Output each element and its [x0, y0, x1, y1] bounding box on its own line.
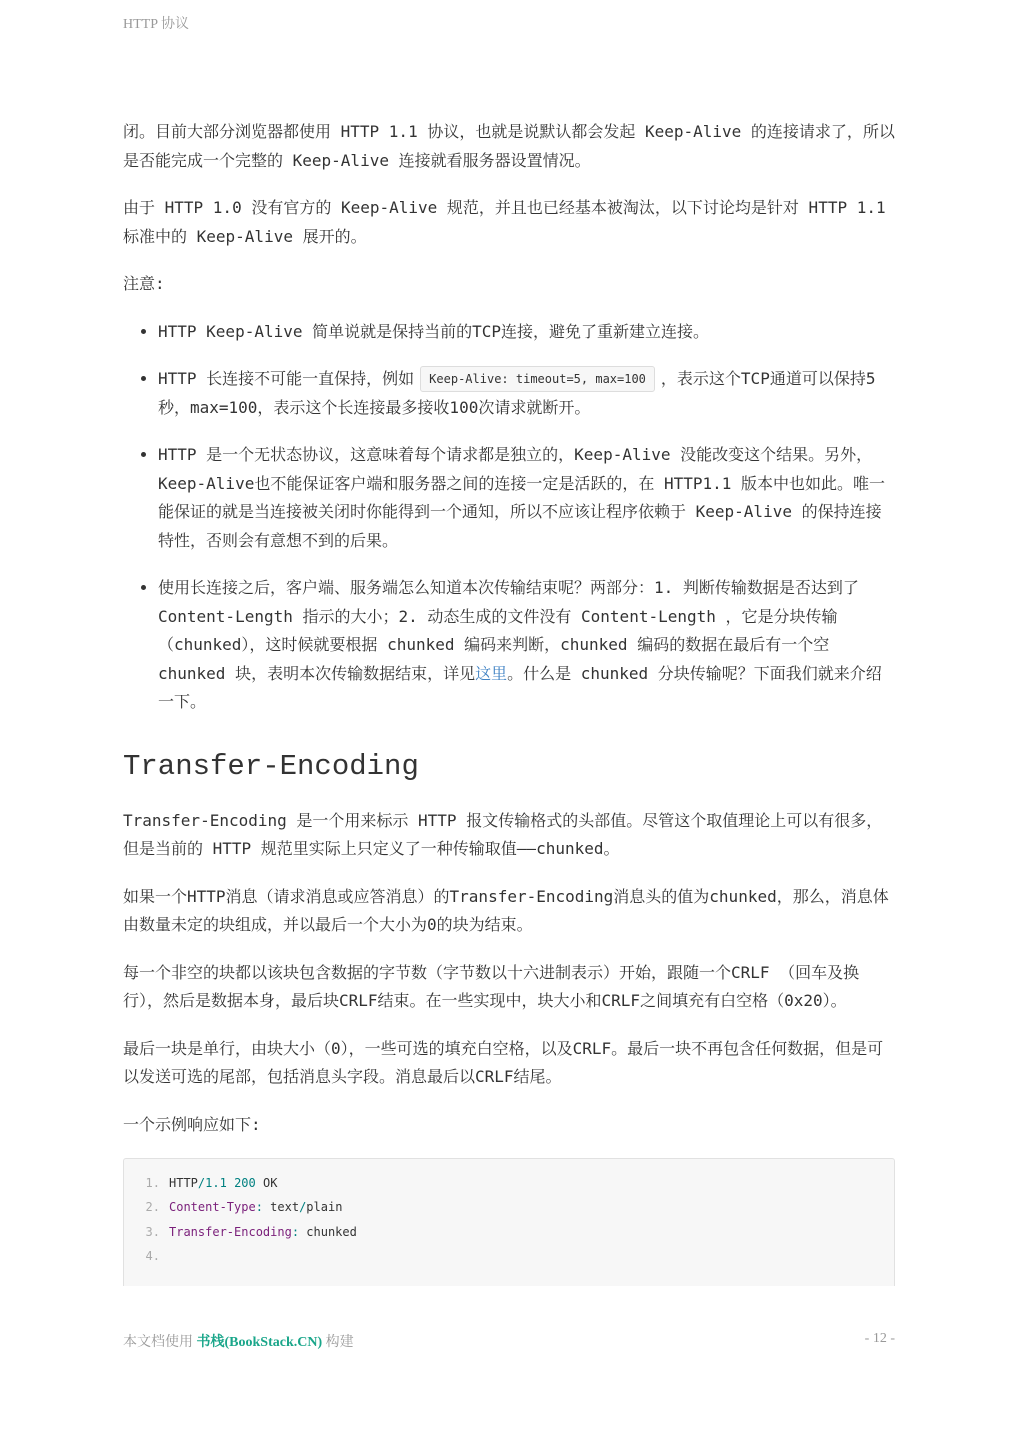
code-token: 1.1: [205, 1176, 227, 1190]
list-item-text: ，表示这个TCP通道可以保持5秒，max=100，表示这个长连接最多接收100次请求就断开。: [158, 369, 876, 417]
line-number: 2.: [145, 1200, 160, 1215]
paragraph-keepalive-intro: 闭。目前大部分浏览器都使用 HTTP 1.1 协议，也就是说默认都会发起 Keep-Alive 的连接请求了，所以是否能完成一个完整的 Keep-Alive 连接就看服务器设置情况。: [123, 122, 895, 170]
code-line: [124, 1244, 894, 1268]
document-body: [123, 118, 895, 1286]
note-list: [123, 318, 895, 717]
here-link[interactable]: 这里: [475, 663, 508, 683]
footer-suffix: 构建: [322, 1335, 354, 1350]
code-token: /: [299, 1200, 307, 1215]
list-item: [158, 365, 895, 422]
list-item: • HTTP Keep-Alive 简单说就是保持当前的TCP连接，避免了重新建立连接。: [158, 318, 895, 347]
paragraph-last-chunk: 最后一块是单行，由块大小（0），一些可选的填充白空格，以及CRLF。最后一块不再包含任何数据，但是可以发送可选的尾部，包括消息头字段。消息最后以CRLF结尾。: [123, 1038, 884, 1086]
list-item-text: HTTP 长连接不可能一直保持，例如: [158, 369, 415, 388]
list-item: • HTTP 是一个无状态协议，这意味着每个请求都是独立的，Keep-Alive 没能改变这个结果。另外，Keep-Alive也不能保证客户端和服务器之间的连接一定是活跃的，在 HTTP1.1 版本中也如此。唯一能保证的就是当连接被关闭时你能得到一个通知，所以不应该让程序依赖于 Keep-Alive 的保持连接特性，否则会有意想不到的后果。: [158, 441, 895, 555]
paragraph-http10-note: 由于 HTTP 1.0 没有官方的 Keep-Alive 规范，并且也已经基本被淘汰，以下讨论均是针对 HTTP 1.1 标准中的 Keep-Alive 展开的。: [123, 198, 886, 246]
code-token: OK: [255, 1176, 278, 1190]
list-item-text: 使用长连接之后，客户端、服务端怎么知道本次传输结束呢？两部分：1. 判断传输数据是否达到了Content-Length 指示的大小；2. 动态生成的文件没有 Content-Length ，它是分块传输（chunked），这时候就要根据 chunked 编码来判断，chunked 编码的数据在最后有一个空 chunked 块，表明本次传输数据结束，详见: [158, 578, 859, 683]
code-block: [123, 1158, 895, 1286]
code-token: Content-Type: [169, 1200, 256, 1215]
page-footer: [123, 1331, 895, 1351]
code-token: /: [197, 1176, 206, 1190]
code-token: :: [291, 1224, 300, 1239]
line-number: 3.: [145, 1224, 160, 1239]
section-heading: Transfer-Encoding: [123, 749, 419, 783]
page-number: - 12 -: [864, 1331, 895, 1346]
note-label: 注意:: [123, 274, 165, 293]
code-token: text: [262, 1200, 300, 1215]
footer-prefix: 本文档使用: [123, 1335, 197, 1350]
paragraph-te-definition: Transfer-Encoding 是一个用来标示 HTTP 报文传输格式的头部值。尽管这个取值理论上可以有很多，但是当前的 HTTP 规范里实际上只定义了一种传输取值——chunked。: [123, 810, 883, 858]
paragraph-chunked-body: 如果一个HTTP消息（请求消息或应答消息）的Transfer-Encoding消息头的值为chunked，那么，消息体由数量未定的块组成，并以最后一个大小为0的块为结束。: [123, 886, 889, 934]
paragraph-chunk-format: 每一个非空的块都以该块包含数据的字节数（字节数以十六进制表示）开始，跟随一个CRLF （回车及换行），然后是数据本身，最后块CRLF结束。在一些实现中，块大小和CRLF之间填充有白空格（0x20）。: [123, 962, 860, 1010]
inline-code: Keep-Alive: timeout=5, max=100: [420, 366, 655, 392]
footer-credit: [123, 1331, 354, 1351]
code-token: [227, 1176, 234, 1190]
code-token: 200: [234, 1176, 256, 1190]
code-token: chunked: [299, 1224, 357, 1239]
code-line: [124, 1195, 894, 1219]
code-token: Transfer-Encoding: [169, 1224, 292, 1239]
list-item: [158, 574, 895, 717]
code-line: [124, 1171, 894, 1195]
page-header: HTTP 协议: [123, 17, 189, 32]
paragraph-example-label: 一个示例响应如下:: [123, 1114, 261, 1134]
line-number: 4.: [145, 1249, 160, 1264]
code-line: [124, 1220, 894, 1244]
code-token: :: [255, 1200, 263, 1215]
list-item-text: 。什么是 chunked 分块传输呢？下面我们就来介绍一下。: [158, 663, 882, 711]
line-number: 1.: [145, 1176, 160, 1190]
code-token: HTTP: [169, 1176, 198, 1190]
bookstack-link[interactable]: 书栈(BookStack.CN): [196, 1335, 323, 1350]
code-token: plain: [306, 1200, 343, 1215]
